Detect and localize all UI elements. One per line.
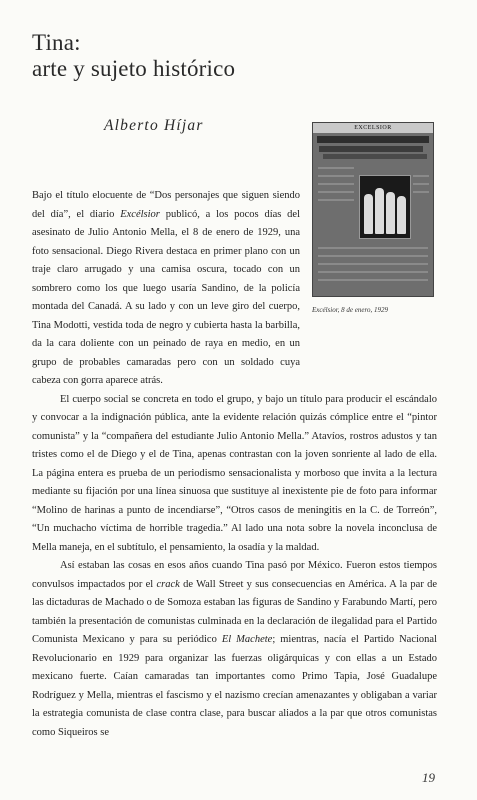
photo-text-column <box>413 175 429 177</box>
paragraph-2: El cuerpo social se concreta en todo el grupo, y bajo un título para producir el escándalo y convocar a la indignación pública, ante la evidente relación quizás cómplice entre el “pintor comunista” y la “compañera del estudiante Julio Antonio Mella.” Atavíos, rostros adustos y tan tristes como el de Diego y el de Tina, apenas contrastan con la joven sonriente al lado de ella. La página entera es prueba de un periodismo sensacionalista y morboso que invita a la lectura mediante su fijación por una línea sinuosa que sustituye al inexistente pie de foto para informar “Molino de harinas a punto de incendiarse”, “Otros casos de meningitis en la C. de Torreón”, “Un muchacho víctima de horrible tragedia.” Al lado una nota sobre la novela inconclusa de Mella maneja, en el subtítulo, el pensamiento, la osadía y la maldad. <box>32 393 437 553</box>
photo-headline-2 <box>319 146 423 152</box>
paragraph-1: Bajo el título elocuente de “Dos personajes que siguen siendo del día”, el diario Excélsior publicó, a los pocos días del asesinato de Julio Antonio Mella, el 8 de enero de 1929, una foto sensacional. Diego Rivera destaca en primer plano con un traje claro arrugado y una camisa oscura, tocado con un sombrero como los que luego usaría Sandino, de la policía montada del Canadá. A su lado y con un leve giro del cuerpo, Tina Modotti, vestida toda de negro y cubierta hasta la barbilla, da la cara doliente con un peinado de raya en medio, en un grupo de probables camaradas pero con un soldado cuya cabeza con gorra aparece atrás. <box>32 190 300 386</box>
paragraph-3: Así estaban las cosas en esos años cuando Tina pasó por México. Fueron estos tiempos convulsos impactados por el crack de Wall Street y sus consecuencias en América. A la par de las dictaduras de Machado o de Somoza estaban las figuras de Sandino y Farabundo Martí, pero también la presentación de comunistas culminada en la declaración de ilegalidad para el Partido Comunista Mexicano y para su periódico El Machete; mientras, nacía el Partido Nacional Revolucionario en 1929 para organizar las fuerzas oligárquicas y con ellas a un Estado mexicano fuerte. Caían camaradas tan importantes como Primo Tapia, José Guadalupe Rodríguez y Mella, mientras el fascismo y el nazismo crecían amenazantes y obligaban a variar la estrategia comunista de clase contra clase, para buscar aliados a la par que otros comunistas como Siqueiros se <box>32 560 437 738</box>
author-name: Alberto Híjar <box>104 117 204 134</box>
photo-text-column <box>413 183 429 185</box>
page-number: 19 <box>422 770 435 785</box>
article-body <box>32 187 437 742</box>
photo-text-column <box>318 167 354 169</box>
title-line-2: arte y sujeto histórico <box>32 56 236 81</box>
article-title <box>32 30 235 82</box>
photo-headline-3 <box>323 154 427 159</box>
photo-masthead-text: EXCELSIOR <box>354 125 392 131</box>
photo-caption: Excélsior, 8 de enero, 1929 <box>312 306 388 314</box>
photo-headline-1 <box>317 136 429 143</box>
photo-text-column <box>318 175 354 177</box>
photo-text-column <box>318 183 354 185</box>
title-line-1: Tina: <box>32 30 81 55</box>
